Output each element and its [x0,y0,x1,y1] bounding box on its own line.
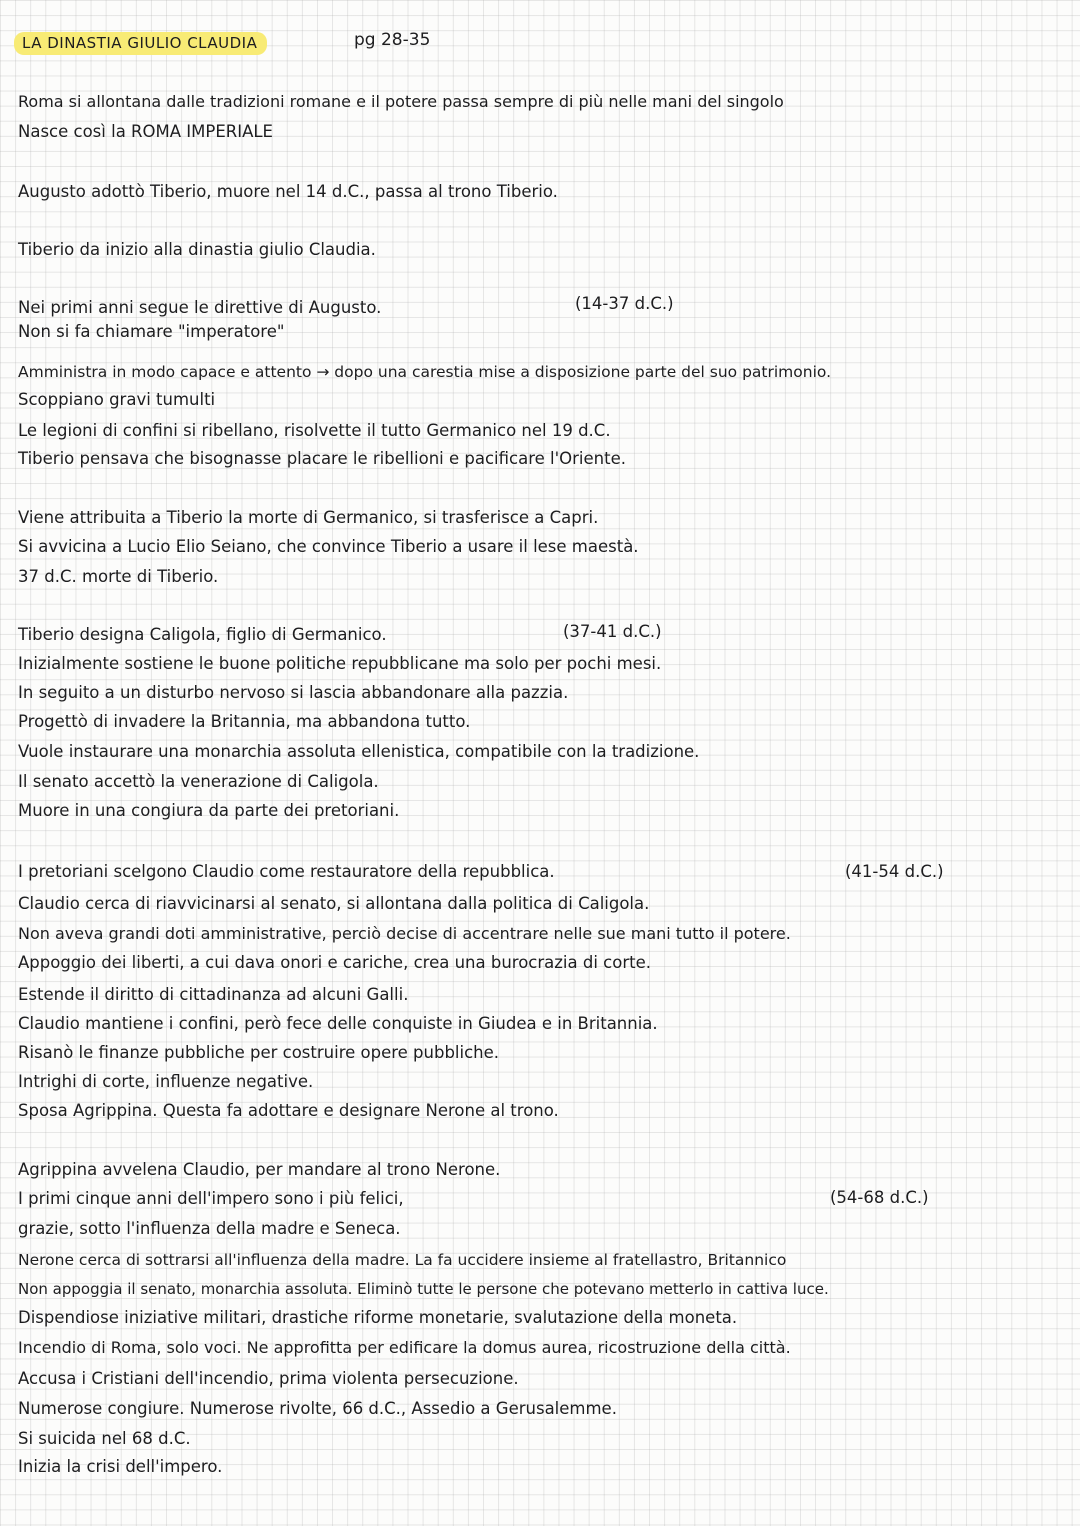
note-line: Augusto adottò Tiberio, muore nel 14 d.C., passa al trono Tiberio. [18,182,558,201]
note-line: Inizialmente sostiene le buone politiche repubblicane ma solo per pochi mesi. [18,654,662,673]
note-line: Sposa Agrippina. Questa fa adottare e designare Nerone al trono. [18,1101,559,1120]
note-line: Non aveva grandi doti amministrative, perciò decise di accentrare nelle sue mani tutto il potere. [18,924,791,943]
note-line: Roma si allontana dalle tradizioni romane e il potere passa sempre di più nelle mani del singolo [18,92,784,111]
note-line: Le legioni di confini si ribellano, risolvette il tutto Germanico nel 19 d.C. [18,421,611,440]
note-line: Tiberio pensava che bisognasse placare le ribellioni e pacificare l'Oriente. [18,449,626,468]
date-range-caligola: (37-41 d.C.) [563,622,662,641]
date-range-nerone: (54-68 d.C.) [830,1188,929,1207]
note-line: I primi cinque anni dell'impero sono i più felici, [18,1189,404,1208]
note-line: Agrippina avvelena Claudio, per mandare al trono Nerone. [18,1160,501,1179]
note-line: In seguito a un disturbo nervoso si lascia abbandonare alla pazzia. [18,683,569,702]
note-line: Nasce così la ROMA IMPERIALE [18,122,273,141]
note-line: Nerone cerca di sottrarsi all'influenza della madre. La fa uccidere insieme al fratellastro, Britannico [18,1251,787,1269]
note-line: Muore in una congiura da parte dei pretoriani. [18,801,400,820]
date-range-claudio: (41-54 d.C.) [845,862,944,881]
note-line: Estende il diritto di cittadinanza ad alcuni Galli. [18,985,409,1004]
note-line: Il senato accettò la venerazione di Caligola. [18,772,379,791]
note-line: Amministra in modo capace e attento → dopo una carestia mise a disposizione parte del suo patrimonio. [18,363,832,381]
note-line: Claudio mantiene i confini, però fece delle conquiste in Giudea e in Britannia. [18,1014,658,1033]
note-line: Appoggio dei liberti, a cui dava onori e cariche, crea una burocrazia di corte. [18,953,651,972]
note-line: 37 d.C. morte di Tiberio. [18,567,219,586]
date-range-tiberio: (14-37 d.C.) [575,294,674,313]
note-line: grazie, sotto l'influenza della madre e Seneca. [18,1219,401,1238]
note-line: Non appoggia il senato, monarchia assoluta. Eliminò tutte le persone che potevano metterlo in cattiva luce. [18,1280,829,1298]
note-line: Risanò le finanze pubbliche per costruire opere pubbliche. [18,1043,500,1062]
page-header [14,30,714,60]
note-line: Intrighi di corte, influenze negative. [18,1072,314,1091]
note-line: Nei primi anni segue le direttive di Augusto. [18,298,382,317]
note-line: Tiberio designa Caligola, figlio di Germanico. [18,625,387,644]
note-line: Vuole instaurare una monarchia assoluta ellenistica, compatibile con la tradizione. [18,742,700,761]
note-line: Dispendiose iniziative militari, drastiche riforme monetarie, svalutazione della moneta. [18,1308,738,1327]
note-line: Inizia la crisi dell'impero. [18,1457,223,1476]
page-title: LA DINASTIA GIULIO CLAUDIA [14,32,267,55]
note-line: Numerose congiure. Numerose rivolte, 66 d.C., Assedio a Gerusalemme. [18,1399,617,1418]
note-line: Tiberio da inizio alla dinastia giulio Claudia. [18,240,376,259]
note-line: Accusa i Cristiani dell'incendio, prima violenta persecuzione. [18,1369,519,1388]
note-line: Scoppiano gravi tumulti [18,390,216,409]
note-line: I pretoriani scelgono Claudio come restauratore della repubblica. [18,862,555,881]
note-line: Viene attribuita a Tiberio la morte di Germanico, si trasferisce a Capri. [18,508,599,527]
note-line: Si avvicina a Lucio Elio Seiano, che convince Tiberio a usare il lese maestà. [18,537,639,556]
page-reference: pg 28-35 [354,30,431,50]
note-line: Non si fa chiamare "imperatore" [18,322,285,341]
note-line: Incendio di Roma, solo voci. Ne approfitta per edificare la domus aurea, ricostruzione della città. [18,1338,791,1357]
note-line: Claudio cerca di riavvicinarsi al senato, si allontana dalla politica di Caligola. [18,894,650,913]
note-line: Si suicida nel 68 d.C. [18,1429,191,1448]
note-line: Progettò di invadere la Britannia, ma abbandona tutto. [18,712,471,731]
